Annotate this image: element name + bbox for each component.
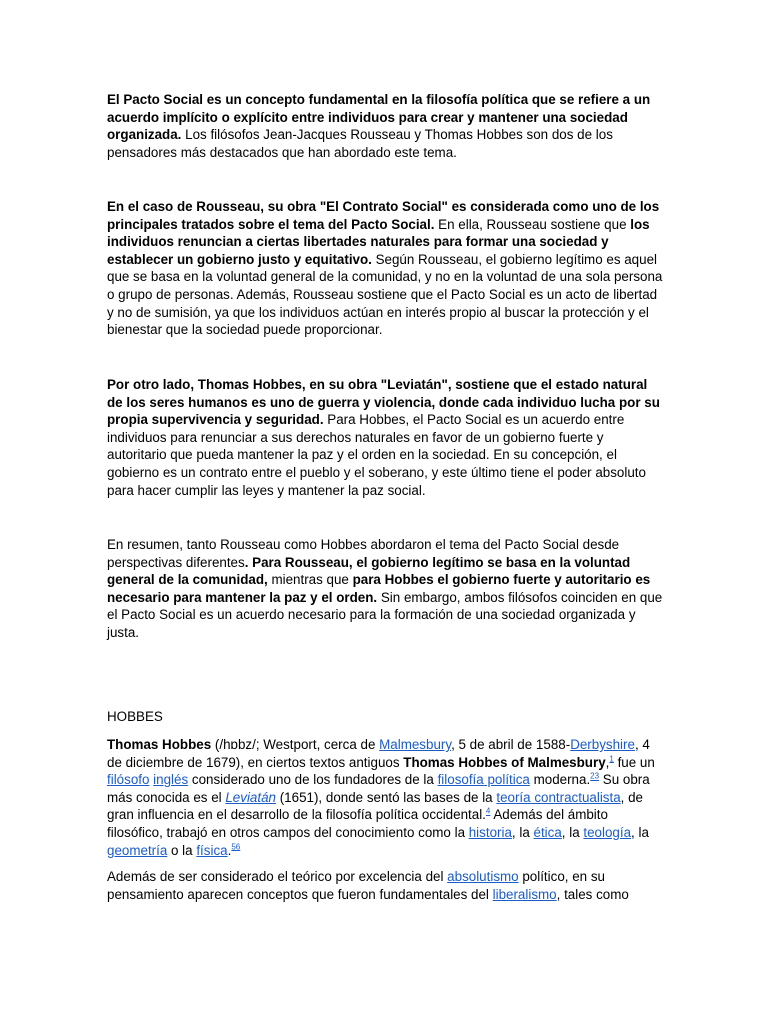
wiki-text: (/hɒbz/; Westport, cerca de [211, 737, 380, 752]
link-absolutismo[interactable]: absolutismo [447, 869, 519, 884]
summary-text-2: mientras que [267, 572, 353, 588]
footnote-56[interactable]: 56 [231, 842, 241, 852]
section-heading: HOBBES [107, 709, 163, 724]
intro-text: Los filósofos Jean-Jacques Rousseau y Thomas Hobbes son dos de los pensadores más destacados que han abordado este tema. [107, 127, 613, 160]
summary-bold-2: para Hobbes el gobierno fuerte y autoritario es necesario para mantener la paz y el orden. [107, 572, 651, 605]
link-ingles[interactable]: inglés [153, 772, 189, 788]
rousseau-bold-1: En el caso de Rousseau, su obra "El Contrato Social" es considerada como uno de los principales tratados sobre el tema del Pacto Social. [107, 199, 660, 232]
wiki-text: considerado uno de los fundadores de la [188, 772, 438, 788]
link-teologia[interactable]: teología [583, 824, 632, 840]
wiki-text: fue un [613, 754, 655, 770]
wiki-text: moderna. [529, 772, 591, 788]
wiki-text: , la [631, 824, 649, 840]
wiki-text: Su obra más conocida es el [107, 772, 650, 805]
link-historia[interactable]: historia [468, 824, 512, 840]
hobbes-text: Para Hobbes, el Pacto Social es un acuerdo entre individuos para renunciar a sus derechos naturales en favor de un gobierno fuerte y autoritario que pueda mantener la paz y el orden en la sociedad. En su concepción, el gobierno es un contrato entre el pueblo y el soberano, y este último tiene el poder absoluto para hacer cumplir las leyes y mantener la paz social. [107, 412, 646, 498]
summary-paragraph [107, 536, 663, 642]
wiki-text: Además del ámbito filosófico, trabajó en otros campos del conocimiento como la [107, 807, 608, 840]
link-filosofo[interactable]: filósofo [107, 772, 150, 788]
wiki-text: político, en su pensamiento aparecen conceptos que fueron fundamentales del [107, 869, 605, 902]
link-filosofia-politica[interactable]: filosofía política [437, 772, 530, 788]
wiki-text: (1651), donde sentó las bases de la [276, 789, 497, 805]
wiki-paragraph-1 [107, 736, 663, 859]
link-fisica[interactable]: física [196, 842, 228, 858]
wiki-text: , tales como [556, 886, 629, 902]
wiki-paragraph-2 [107, 868, 663, 903]
link-geometria[interactable]: geometría [107, 842, 168, 858]
wiki-name2-bold: Thomas Hobbes of Malmesbury [403, 754, 606, 770]
rousseau-text-1: En ella, Rousseau sostiene que [434, 216, 631, 232]
rousseau-paragraph [107, 198, 663, 339]
wiki-text: , 5 de abril de 1588- [451, 737, 571, 752]
wiki-text: , de gran influencia en el desarrollo de la filosofía política occidental. [107, 789, 644, 823]
rousseau-bold-2: los individuos renuncian a ciertas libertades naturales para formar una sociedad y establecer un gobierno justo y equitativo. [107, 216, 650, 267]
link-liberalismo[interactable]: liberalismo [492, 886, 557, 902]
link-etica[interactable]: ética [533, 824, 562, 840]
wiki-text: Además de ser considerado el teórico por excelencia del [107, 869, 448, 884]
footnote-4[interactable]: 4 [485, 806, 491, 816]
wiki-text: . [227, 842, 232, 858]
link-leviatan[interactable] [225, 790, 276, 805]
wiki-text: , la [561, 824, 584, 840]
hobbes-bold: Por otro lado, Thomas Hobbes, en su obra "Leviatán", sostiene que el estado natural de los seres humanos es uno de guerra y violencia, donde cada individuo lucha por su propia supervivencia y seguridad. [107, 377, 660, 428]
wiki-name-bold: Thomas Hobbes [107, 737, 212, 752]
link-teoria-contractualista[interactable]: teoría contractualista [496, 789, 621, 805]
link-leviatan-text: Leviatán [225, 789, 276, 805]
wiki-text: , 4 de diciembre de 1679), en ciertos textos antiguos [107, 737, 650, 770]
summary-text-1: En resumen, tanto Rousseau como Hobbes abordaron el tema del Pacto Social desde perspectivas diferentes [107, 537, 620, 570]
wiki-text: o la [167, 842, 197, 858]
summary-bold-1: . Para Rousseau, el gobierno legítimo se basa en la voluntad general de la comunidad, [107, 554, 631, 588]
footnote-1[interactable]: 1 [609, 754, 614, 764]
rousseau-text-2: Según Rousseau, el gobierno legítimo es aquel que se basa en la voluntad general de la comunidad, y no en la voluntad de una sola persona o grupo de personas. Además, Rousseau sostiene que el Pacto Social es un acto de libertad y no de sumisión, ya que los individuos actúan en interés propio al buscar la protección y el bienestar que la sociedad puede proporcionar. [107, 251, 663, 338]
intro-paragraph [107, 91, 663, 161]
intro-bold: El Pacto Social es un concepto fundamental en la filosofía política que se refiere a un acuerdo implícito o explícito entre individuos para crear y mantener una sociedad organizada. [107, 92, 651, 143]
footnote-23[interactable]: 23 [590, 771, 600, 781]
wiki-text: , [605, 754, 610, 770]
link-derbyshire[interactable]: Derbyshire [570, 737, 635, 752]
link-malmesbury[interactable]: Malmesbury [379, 737, 452, 752]
summary-text-3: Sin embargo, ambos filósofos coinciden en que el Pacto Social es un acuerdo necesario para la formación de una sociedad organizada y justa. [107, 589, 663, 640]
wiki-text: , la [511, 824, 534, 840]
hobbes-paragraph [107, 376, 663, 499]
